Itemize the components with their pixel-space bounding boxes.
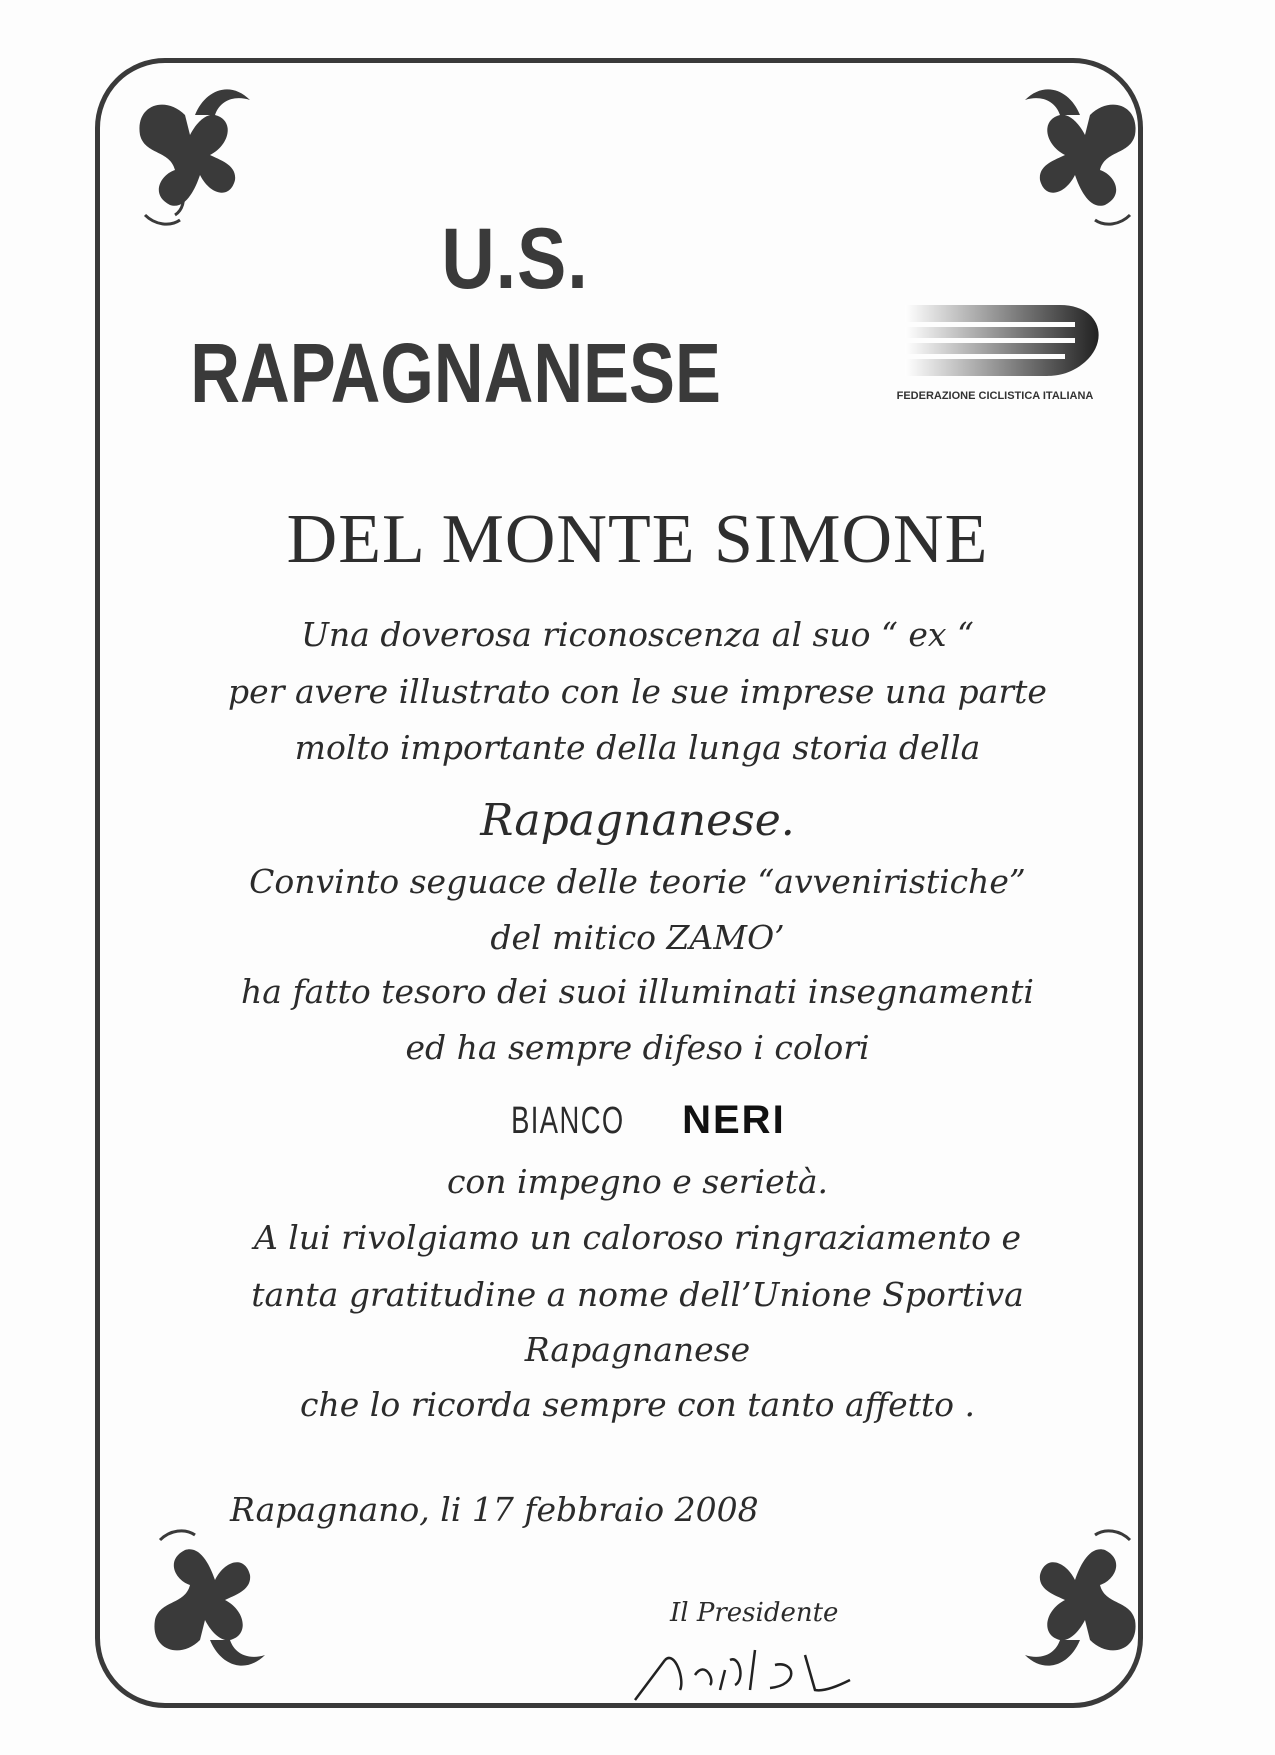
body-line: Rapagnanese — [524, 1330, 751, 1369]
color-white-label: BIANCO — [511, 1100, 625, 1142]
floral-corner-ornament-icon — [1000, 1510, 1150, 1680]
place-and-date: Rapagnano, li 17 febbraio 2008 — [230, 1490, 759, 1529]
body-line: A lui rivolgiamo un caloroso ringraziamento e — [253, 1218, 1022, 1257]
color-black-label: NERI — [682, 1098, 786, 1142]
body-line: per avere illustrato con le sue imprese una parte — [228, 672, 1047, 711]
body-line: ha fatto tesoro dei suoi illuminati insegnamenti — [241, 972, 1034, 1011]
club-name-text: Rapagnanese. — [480, 795, 795, 846]
floral-corner-ornament-icon — [125, 75, 275, 245]
body-line: molto importante della lunga storia della — [294, 728, 981, 767]
handwritten-signature — [625, 1620, 865, 1710]
body-line: tanta gratitudine a nome dell’Unione Sportiva — [251, 1275, 1024, 1314]
floral-corner-ornament-icon — [1000, 75, 1150, 245]
team-colors — [160, 1098, 1115, 1143]
body-line: con impegno e serietà. — [446, 1162, 829, 1201]
fci-logo-icon — [895, 300, 1115, 380]
body-line: ed ha sempre difeso i colori — [405, 1028, 870, 1067]
signatory-title: Il Presidente — [670, 1598, 839, 1628]
body-line: del mitico ZAMO’ — [490, 918, 785, 957]
federation-label: FEDERAZIONE CICLISTICA ITALIANA — [896, 390, 1094, 402]
body-line: Convinto seguace delle teorie “avveniristiche” — [249, 862, 1026, 901]
club-name-heading: RAPAGNANESE — [190, 326, 721, 420]
club-abbreviation: U.S. — [441, 211, 589, 307]
recipient-name: DEL MONTE SIMONE — [286, 501, 989, 578]
floral-corner-ornament-icon — [140, 1510, 290, 1680]
body-line: che lo ricorda sempre con tanto affetto . — [300, 1385, 975, 1424]
body-line: Una doverosa riconoscenza al suo “ ex “ — [301, 615, 974, 654]
